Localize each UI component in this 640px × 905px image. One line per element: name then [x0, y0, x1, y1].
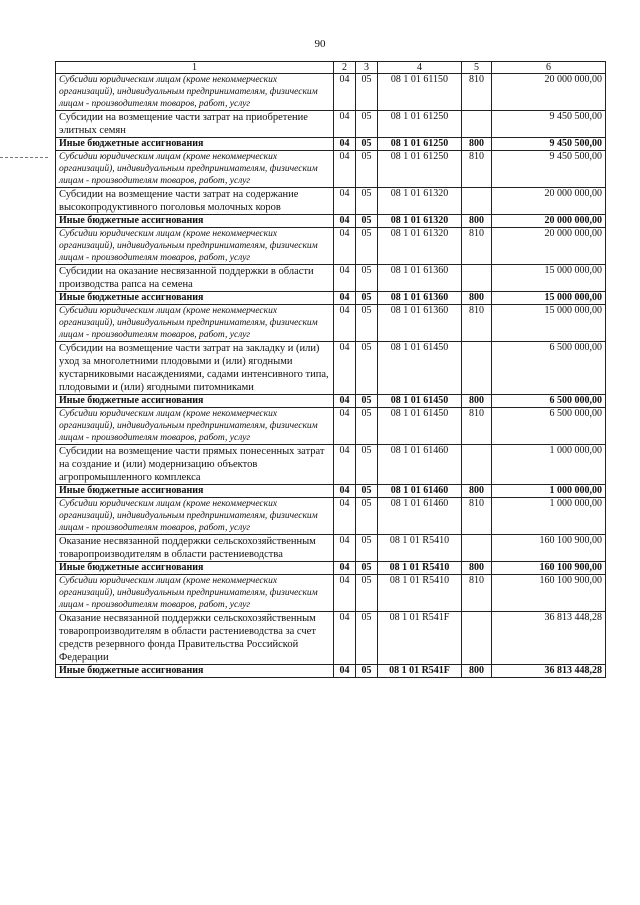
section-code-cell: 04 [334, 395, 356, 408]
expense-name-cell: Субсидии юридическим лицам (кроме некоммерческих организаций), индивидуальным предпринимателям, физическим лицам - производителям товаров, работ, услуг [56, 74, 334, 111]
target-article-cell: 08 1 01 61450 [378, 342, 462, 395]
section-code-cell: 04 [334, 575, 356, 612]
expense-type-cell [462, 445, 492, 485]
subsection-code-cell: 05 [356, 665, 378, 678]
table-row [56, 535, 606, 562]
expense-name-cell: Иные бюджетные ассигнования [56, 138, 334, 151]
table-row [56, 188, 606, 215]
amount-cell: 160 100 900,00 [492, 575, 606, 612]
target-article-cell: 08 1 01 61360 [378, 305, 462, 342]
expense-type-cell [462, 265, 492, 292]
expense-name-cell: Субсидии на оказание несвязанной поддержки в области производства рапса на семена [56, 265, 334, 292]
table-row [56, 395, 606, 408]
section-code-cell: 04 [334, 215, 356, 228]
subsection-code-cell: 05 [356, 342, 378, 395]
expense-type-cell [462, 612, 492, 665]
section-code-cell: 04 [334, 228, 356, 265]
expense-type-cell: 800 [462, 138, 492, 151]
expense-name-cell: Иные бюджетные ассигнования [56, 215, 334, 228]
subsection-code-cell: 05 [356, 138, 378, 151]
target-article-cell: 08 1 01 61460 [378, 498, 462, 535]
table-body [56, 74, 606, 678]
subsection-code-cell: 05 [356, 498, 378, 535]
table-row [56, 151, 606, 188]
target-article-cell: 08 1 01 R5410 [378, 575, 462, 612]
expense-type-cell: 810 [462, 151, 492, 188]
amount-cell: 15 000 000,00 [492, 292, 606, 305]
target-article-cell: 08 1 01 61320 [378, 188, 462, 215]
column-number: 6 [492, 62, 606, 74]
section-code-cell: 04 [334, 305, 356, 342]
budget-table [55, 61, 606, 678]
expense-type-cell: 810 [462, 408, 492, 445]
expense-name-cell: Субсидии юридическим лицам (кроме некоммерческих организаций), индивидуальным предпринимателям, физическим лицам - производителям товаров, работ, услуг [56, 305, 334, 342]
subsection-code-cell: 05 [356, 215, 378, 228]
amount-cell: 36 813 448,28 [492, 612, 606, 665]
table-row [56, 265, 606, 292]
subsection-code-cell: 05 [356, 151, 378, 188]
table-row [56, 485, 606, 498]
expense-type-cell [462, 188, 492, 215]
amount-cell: 20 000 000,00 [492, 188, 606, 215]
subsection-code-cell: 05 [356, 485, 378, 498]
subsection-code-cell: 05 [356, 612, 378, 665]
target-article-cell: 08 1 01 61320 [378, 215, 462, 228]
section-code-cell: 04 [334, 188, 356, 215]
table-row [56, 228, 606, 265]
amount-cell: 1 000 000,00 [492, 498, 606, 535]
column-number: 1 [56, 62, 334, 74]
table-row [56, 111, 606, 138]
expense-type-cell: 800 [462, 215, 492, 228]
section-code-cell: 04 [334, 562, 356, 575]
subsection-code-cell: 05 [356, 408, 378, 445]
target-article-cell: 08 1 01 61250 [378, 151, 462, 188]
table-row [56, 612, 606, 665]
amount-cell: 20 000 000,00 [492, 228, 606, 265]
expense-name-cell: Субсидии юридическим лицам (кроме некоммерческих организаций), индивидуальным предпринимателям, физическим лицам - производителям товаров, работ, услуг [56, 151, 334, 188]
expense-name-cell: Субсидии юридическим лицам (кроме некоммерческих организаций), индивидуальным предпринимателям, физическим лицам - производителям товаров, работ, услуг [56, 228, 334, 265]
amount-cell: 36 813 448,28 [492, 665, 606, 678]
amount-cell: 9 450 500,00 [492, 138, 606, 151]
target-article-cell: 08 1 01 R541F [378, 612, 462, 665]
table-row [56, 408, 606, 445]
expense-name-cell: Иные бюджетные ассигнования [56, 665, 334, 678]
subsection-code-cell: 05 [356, 111, 378, 138]
subsection-code-cell: 05 [356, 445, 378, 485]
table-header [56, 62, 606, 74]
column-number: 4 [378, 62, 462, 74]
expense-type-cell: 810 [462, 305, 492, 342]
expense-name-cell: Оказание несвязанной поддержки сельскохозяйственным товаропроизводителям в области растениеводства за счет средств резервного фонда Правительства Российской Федерации [56, 612, 334, 665]
expense-type-cell: 810 [462, 498, 492, 535]
section-code-cell: 04 [334, 498, 356, 535]
expense-type-cell: 800 [462, 395, 492, 408]
amount-cell: 160 100 900,00 [492, 535, 606, 562]
target-article-cell: 08 1 01 61460 [378, 485, 462, 498]
section-code-cell: 04 [334, 485, 356, 498]
expense-type-cell: 810 [462, 575, 492, 612]
table-row [56, 292, 606, 305]
target-article-cell: 08 1 01 61320 [378, 228, 462, 265]
column-number-row [56, 62, 606, 74]
section-code-cell: 04 [334, 612, 356, 665]
table-row [56, 445, 606, 485]
expense-type-cell: 800 [462, 292, 492, 305]
expense-name-cell: Иные бюджетные ассигнования [56, 292, 334, 305]
target-article-cell: 08 1 01 R5410 [378, 535, 462, 562]
target-article-cell: 08 1 01 R541F [378, 665, 462, 678]
amount-cell: 1 000 000,00 [492, 485, 606, 498]
table-row [56, 562, 606, 575]
subsection-code-cell: 05 [356, 265, 378, 292]
expense-type-cell: 800 [462, 485, 492, 498]
expense-type-cell: 800 [462, 562, 492, 575]
section-code-cell: 04 [334, 151, 356, 188]
table-row [56, 74, 606, 111]
amount-cell: 9 450 500,00 [492, 151, 606, 188]
expense-type-cell [462, 342, 492, 395]
margin-cut-line [0, 157, 48, 158]
amount-cell: 160 100 900,00 [492, 562, 606, 575]
amount-cell: 20 000 000,00 [492, 74, 606, 111]
expense-name-cell: Субсидии юридическим лицам (кроме некоммерческих организаций), индивидуальным предпринимателям, физическим лицам - производителям товаров, работ, услуг [56, 498, 334, 535]
column-number: 3 [356, 62, 378, 74]
amount-cell: 6 500 000,00 [492, 408, 606, 445]
subsection-code-cell: 05 [356, 228, 378, 265]
expense-name-cell: Иные бюджетные ассигнования [56, 395, 334, 408]
amount-cell: 6 500 000,00 [492, 342, 606, 395]
section-code-cell: 04 [334, 265, 356, 292]
column-number: 5 [462, 62, 492, 74]
expense-type-cell [462, 111, 492, 138]
target-article-cell: 08 1 01 61450 [378, 395, 462, 408]
subsection-code-cell: 05 [356, 562, 378, 575]
target-article-cell: 08 1 01 61450 [378, 408, 462, 445]
section-code-cell: 04 [334, 408, 356, 445]
subsection-code-cell: 05 [356, 188, 378, 215]
section-code-cell: 04 [334, 292, 356, 305]
section-code-cell: 04 [334, 74, 356, 111]
expense-name-cell: Субсидии юридическим лицам (кроме некоммерческих организаций), индивидуальным предпринимателям, физическим лицам - производителям товаров, работ, услуг [56, 408, 334, 445]
section-code-cell: 04 [334, 535, 356, 562]
subsection-code-cell: 05 [356, 395, 378, 408]
section-code-cell: 04 [334, 445, 356, 485]
expense-name-cell: Субсидии юридическим лицам (кроме некоммерческих организаций), индивидуальным предпринимателям, физическим лицам - производителям товаров, работ, услуг [56, 575, 334, 612]
column-number: 2 [334, 62, 356, 74]
table-row [56, 305, 606, 342]
subsection-code-cell: 05 [356, 74, 378, 111]
section-code-cell: 04 [334, 342, 356, 395]
amount-cell: 9 450 500,00 [492, 111, 606, 138]
table-row [56, 665, 606, 678]
section-code-cell: 04 [334, 665, 356, 678]
table-row [56, 575, 606, 612]
amount-cell: 20 000 000,00 [492, 215, 606, 228]
target-article-cell: 08 1 01 61250 [378, 138, 462, 151]
expense-name-cell: Субсидии на возмещение части затрат на приобретение элитных семян [56, 111, 334, 138]
expense-type-cell: 810 [462, 228, 492, 265]
section-code-cell: 04 [334, 111, 356, 138]
subsection-code-cell: 05 [356, 292, 378, 305]
expense-name-cell: Субсидии на возмещение части прямых понесенных затрат на создание и (или) модернизацию объектов агропромышленного комплекса [56, 445, 334, 485]
expense-type-cell [462, 535, 492, 562]
expense-name-cell: Оказание несвязанной поддержки сельскохозяйственным товаропроизводителям в области растениеводства [56, 535, 334, 562]
table-row [56, 342, 606, 395]
table-row [56, 498, 606, 535]
expense-name-cell: Иные бюджетные ассигнования [56, 562, 334, 575]
expense-name-cell: Иные бюджетные ассигнования [56, 485, 334, 498]
amount-cell: 15 000 000,00 [492, 305, 606, 342]
amount-cell: 6 500 000,00 [492, 395, 606, 408]
target-article-cell: 08 1 01 61360 [378, 265, 462, 292]
section-code-cell: 04 [334, 138, 356, 151]
expense-type-cell: 810 [462, 74, 492, 111]
target-article-cell: 08 1 01 61460 [378, 445, 462, 485]
expense-name-cell: Субсидии на возмещение части затрат на содержание высокопродуктивного поголовья молочных коров [56, 188, 334, 215]
amount-cell: 15 000 000,00 [492, 265, 606, 292]
table-row [56, 215, 606, 228]
target-article-cell: 08 1 01 61360 [378, 292, 462, 305]
target-article-cell: 08 1 01 R5410 [378, 562, 462, 575]
subsection-code-cell: 05 [356, 575, 378, 612]
subsection-code-cell: 05 [356, 305, 378, 342]
table-row [56, 138, 606, 151]
target-article-cell: 08 1 01 61250 [378, 111, 462, 138]
target-article-cell: 08 1 01 61150 [378, 74, 462, 111]
expense-name-cell: Субсидии на возмещение части затрат на закладку и (или) уход за многолетними плодовыми и (или) ягодными кустарниковыми насаждениями, садами интенсивного типа, плодовыми и (или) ягодными питомниками [56, 342, 334, 395]
amount-cell: 1 000 000,00 [492, 445, 606, 485]
expense-type-cell: 800 [462, 665, 492, 678]
subsection-code-cell: 05 [356, 535, 378, 562]
page-number: 90 [314, 38, 326, 50]
